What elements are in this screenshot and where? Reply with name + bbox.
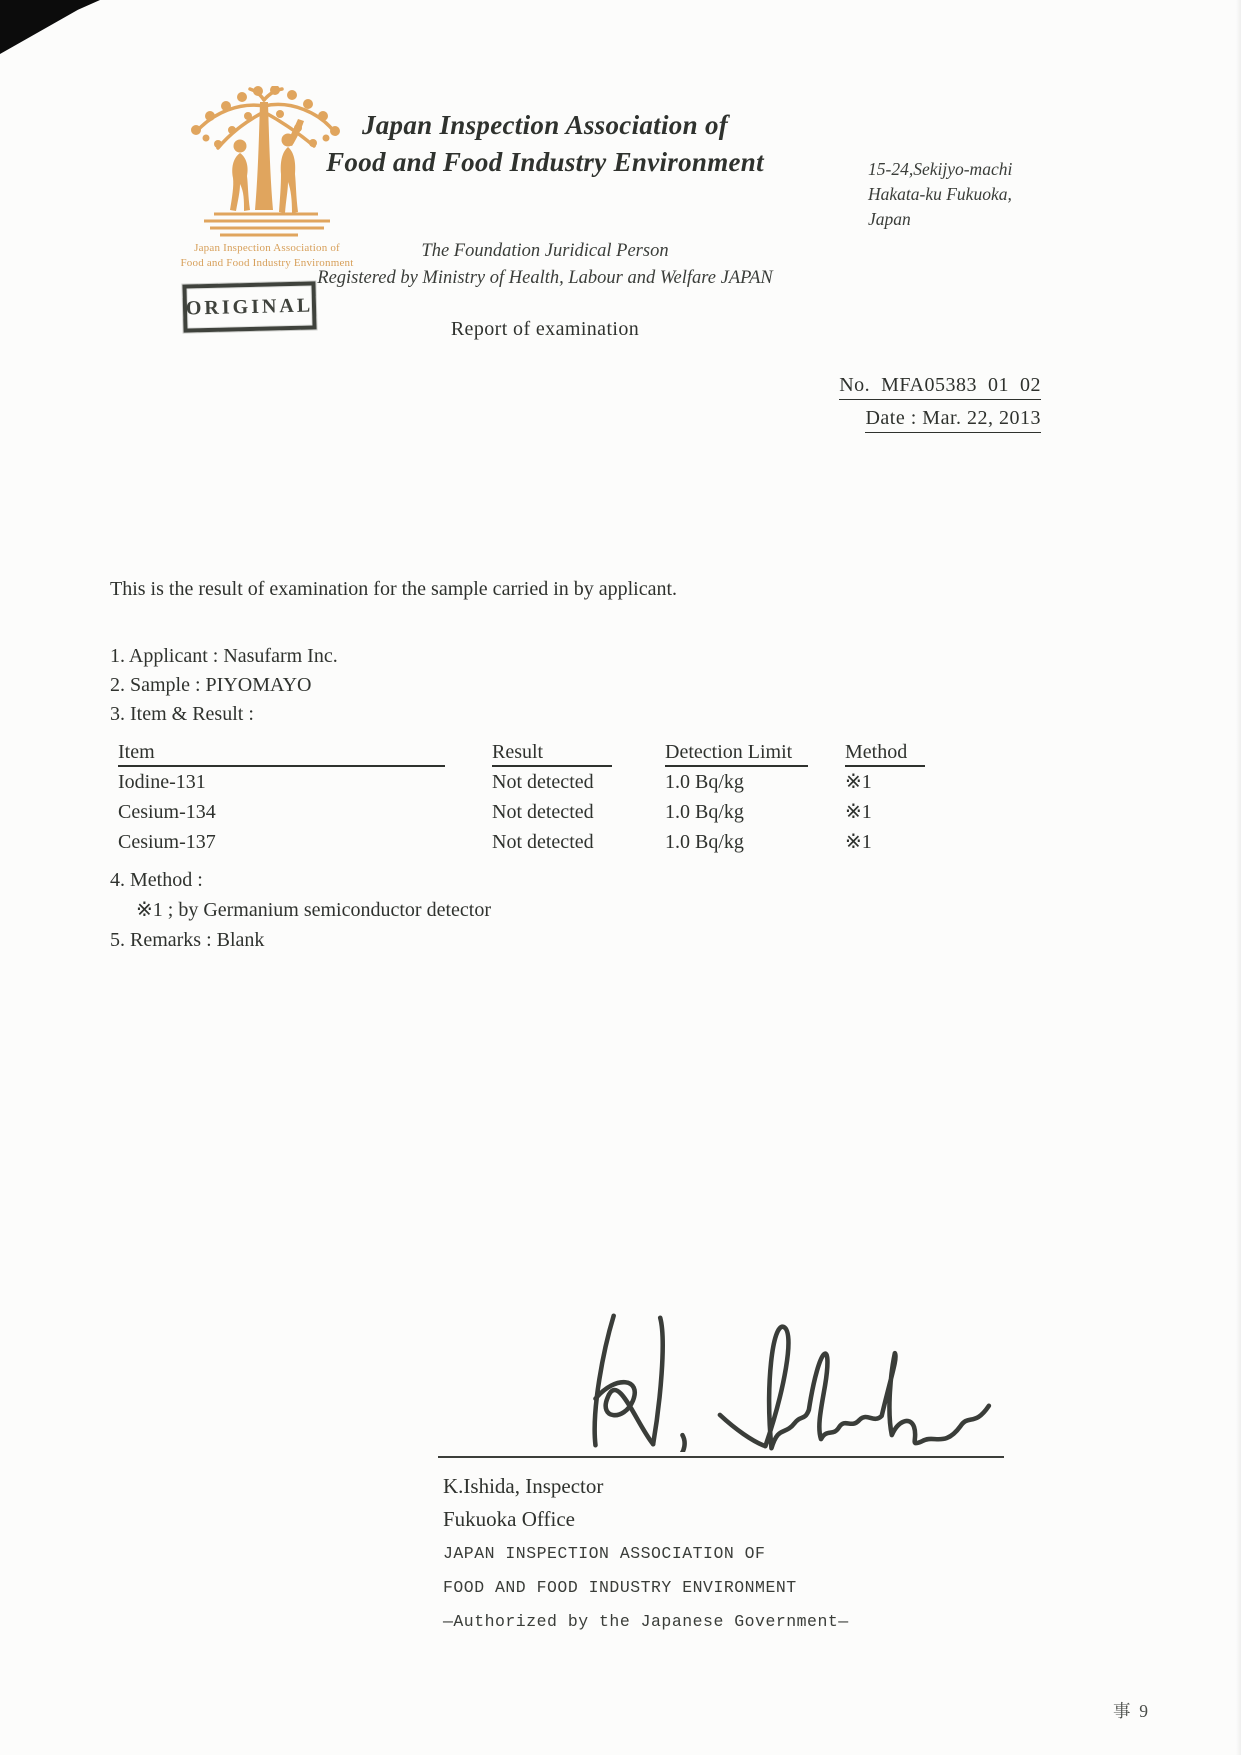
scan-edge-shade: [1236, 0, 1241, 1755]
foundation-line1: The Foundation Juridical Person: [421, 241, 669, 261]
col-header-detection-limit: Detection Limit: [665, 741, 845, 767]
cell-result: Not detected: [492, 831, 594, 853]
intro-sentence: This is the result of examination for the sample carried in by applicant.: [110, 578, 678, 600]
authorized-line: —Authorized by the Japanese Government—: [443, 1612, 849, 1631]
document-date: Date : Mar. 22, 2013: [865, 407, 1041, 433]
cell-item: Cesium-134: [118, 801, 216, 823]
cell-detection-limit: 1.0 Bq/kg: [665, 801, 744, 823]
signer-identity: [443, 1470, 603, 1536]
signer-org-line1: JAPAN INSPECTION ASSOCIATION OF: [443, 1544, 766, 1563]
sample-line: 2. Sample : PIYOMAYO: [110, 674, 312, 696]
cell-method: ※1: [845, 831, 872, 853]
cell-result: Not detected: [492, 771, 594, 793]
item-result-line: 3. Item & Result :: [110, 703, 254, 725]
organization-title-line2: Food and Food Industry Environment: [326, 147, 764, 177]
cell-method: ※1: [845, 801, 872, 823]
address-line3: Japan: [868, 209, 911, 229]
original-stamp: ORIGINAL: [182, 281, 316, 332]
cell-detection-limit: 1.0 Bq/kg: [665, 771, 744, 793]
cell-detection-limit: 1.0 Bq/kg: [665, 831, 744, 853]
method-line: 4. Method :: [110, 869, 203, 891]
cell-item: Iodine-131: [118, 771, 206, 793]
report-title: Report of examination: [450, 318, 640, 340]
cell-result: Not detected: [492, 801, 594, 823]
organization-title-line1: Japan Inspection Association of: [361, 110, 729, 140]
applicant-line: 1. Applicant : Nasufarm Inc.: [110, 645, 338, 667]
remarks-line: 5. Remarks : Blank: [110, 929, 265, 951]
cell-item: Cesium-137: [118, 831, 216, 853]
table-row: [118, 767, 945, 797]
results-table: [118, 741, 945, 857]
handwritten-signature: [553, 1312, 998, 1452]
table-row: [118, 827, 945, 857]
logo-caption-line1: Japan Inspection Association of: [194, 242, 340, 254]
signature-line: [438, 1456, 1004, 1458]
address-line1: 15-24,Sekijyo-machi: [868, 159, 1013, 179]
col-header-item: Item: [118, 741, 492, 767]
address-block: [868, 157, 1098, 232]
foundation-subtitle: [280, 238, 810, 292]
page-code: 事 9: [1113, 1701, 1148, 1721]
numbered-items: [110, 642, 338, 729]
col-header-method: Method: [845, 741, 945, 767]
cell-method: ※1: [845, 771, 872, 793]
address-line2: Hakata-ku Fukuoka,: [868, 184, 1012, 204]
method-detail: ※1 ; by Germanium semiconductor detector: [136, 899, 491, 921]
col-header-result: Result: [492, 741, 665, 767]
scan-corner-artifact: [0, 0, 100, 54]
foundation-line2: Registered by Ministry of Health, Labour and Welfare JAPAN: [317, 268, 773, 288]
inspector-name: K.Ishida, Inspector: [443, 1474, 604, 1498]
method-remarks-block: [110, 865, 491, 955]
signer-org-line2: FOOD AND FOOD INDUSTRY ENVIRONMENT: [443, 1578, 797, 1597]
results-table-header-row: [118, 741, 945, 767]
organization-title: [295, 107, 795, 181]
table-row: [118, 797, 945, 827]
office-name: Fukuoka Office: [443, 1507, 575, 1531]
logo-caption-line2: Food and Food Industry Environment: [180, 257, 354, 269]
document-number: No. MFA05383 01 02: [839, 374, 1041, 400]
signer-organization: [443, 1537, 849, 1639]
